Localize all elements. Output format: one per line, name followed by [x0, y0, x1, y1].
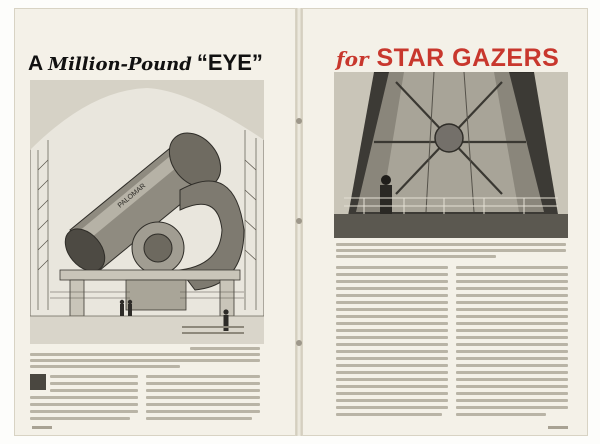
headline-for: for [336, 47, 369, 71]
observer-figure [380, 175, 392, 215]
headline-script: Million-Pound [48, 54, 192, 75]
left-headline [28, 50, 288, 78]
drop-cap [30, 374, 46, 390]
left-page-number [32, 426, 52, 429]
svg-text:PALOMAR: PALOMAR [116, 182, 148, 210]
telescope-illustration [30, 80, 264, 344]
binding-hole [296, 340, 302, 346]
binding-hole [296, 118, 302, 124]
binding-hole [296, 218, 302, 224]
telescope-base-illustration [334, 72, 568, 238]
right-headline [336, 44, 586, 74]
headline-word-a: A [28, 52, 44, 75]
headline-star-gazers: STAR GAZERS [376, 44, 560, 72]
headline-eye: “EYE” [196, 50, 263, 75]
right-page-number [548, 426, 568, 429]
